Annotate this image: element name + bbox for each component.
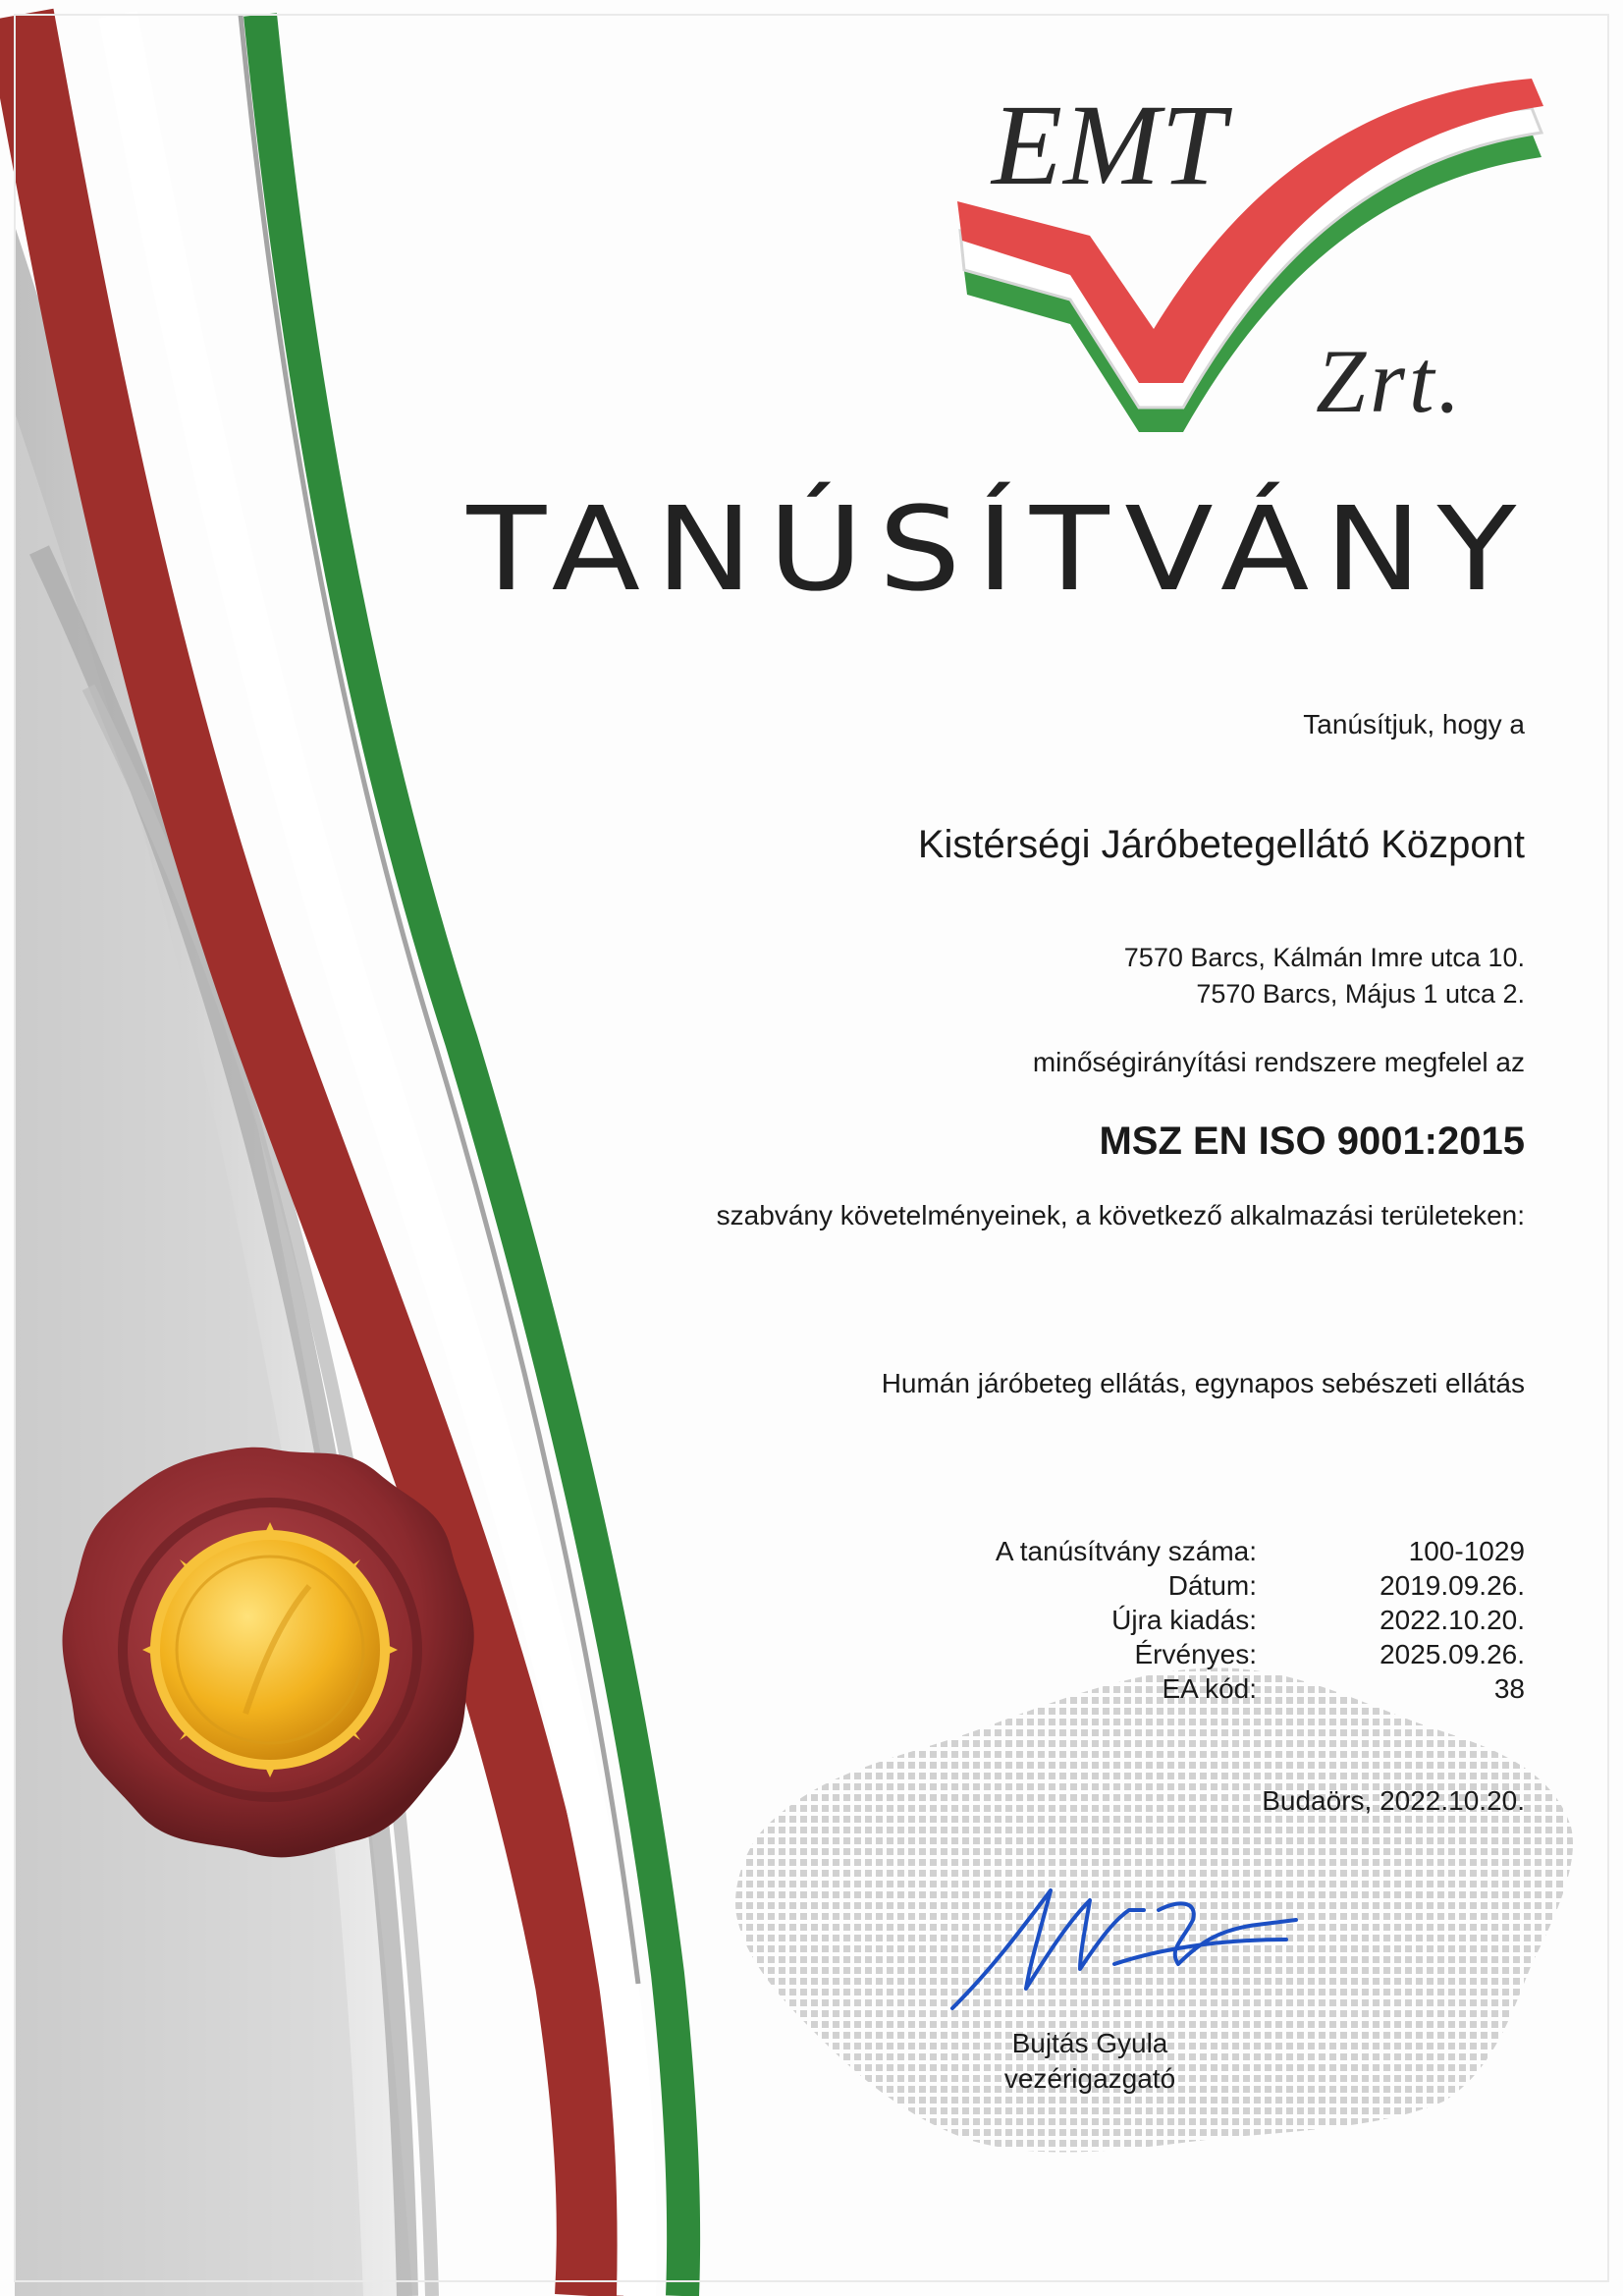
standard-name: MSZ EN ISO 9001:2015: [1099, 1120, 1525, 1163]
signer-role: vezérigazgató: [1003, 2063, 1176, 2094]
reissue-value: 2022.10.20.: [1380, 1605, 1525, 1635]
valid-value: 2025.09.26.: [1380, 1639, 1525, 1669]
qms-statement: minőségirányítási rendszere megfelel az: [1032, 1047, 1525, 1077]
wax-seal-icon: [49, 1429, 491, 1871]
logo-emt-text: EMT: [992, 81, 1226, 209]
place-date: Budaörs, 2022.10.20.: [1262, 1785, 1525, 1816]
number-label: A tanúsítvány száma:: [995, 1536, 1257, 1566]
ea-value: 38: [1493, 1673, 1525, 1704]
logo-zrt-text: Zrt.: [1316, 331, 1465, 431]
details-labels: [996, 1534, 1257, 1706]
number-value: 100-1029: [1408, 1536, 1525, 1566]
scope-text: Humán járóbeteg ellátás, egynapos sebészeti ellátás: [881, 1368, 1525, 1398]
signer-name: Bujtás Gyula: [1011, 2028, 1168, 2058]
date-value: 2019.09.26.: [1380, 1570, 1525, 1601]
valid-label: Érvényes:: [1134, 1639, 1257, 1669]
date-label: Dátum:: [1167, 1570, 1257, 1601]
details-values: [1380, 1534, 1525, 1706]
requirement-statement: szabvány követelményeinek, a következő alkalmazási területeken:: [716, 1200, 1525, 1230]
address-line-2: 7570 Barcs, Május 1 utca 2.: [1196, 979, 1525, 1009]
organization-name: Kistérségi Járóbetegellátó Központ: [917, 823, 1525, 866]
intro-text: Tanúsítjuk, hogy a: [1303, 709, 1525, 739]
ea-label: EA kód:: [1162, 1673, 1257, 1704]
signature-mark: [933, 1871, 1306, 2018]
certificate-title: TANÚSÍTVÁNY: [466, 481, 1533, 617]
address-line-1: 7570 Barcs, Kálmán Imre utca 10.: [1123, 943, 1525, 972]
reissue-label: Újra kiadás:: [1111, 1605, 1257, 1635]
